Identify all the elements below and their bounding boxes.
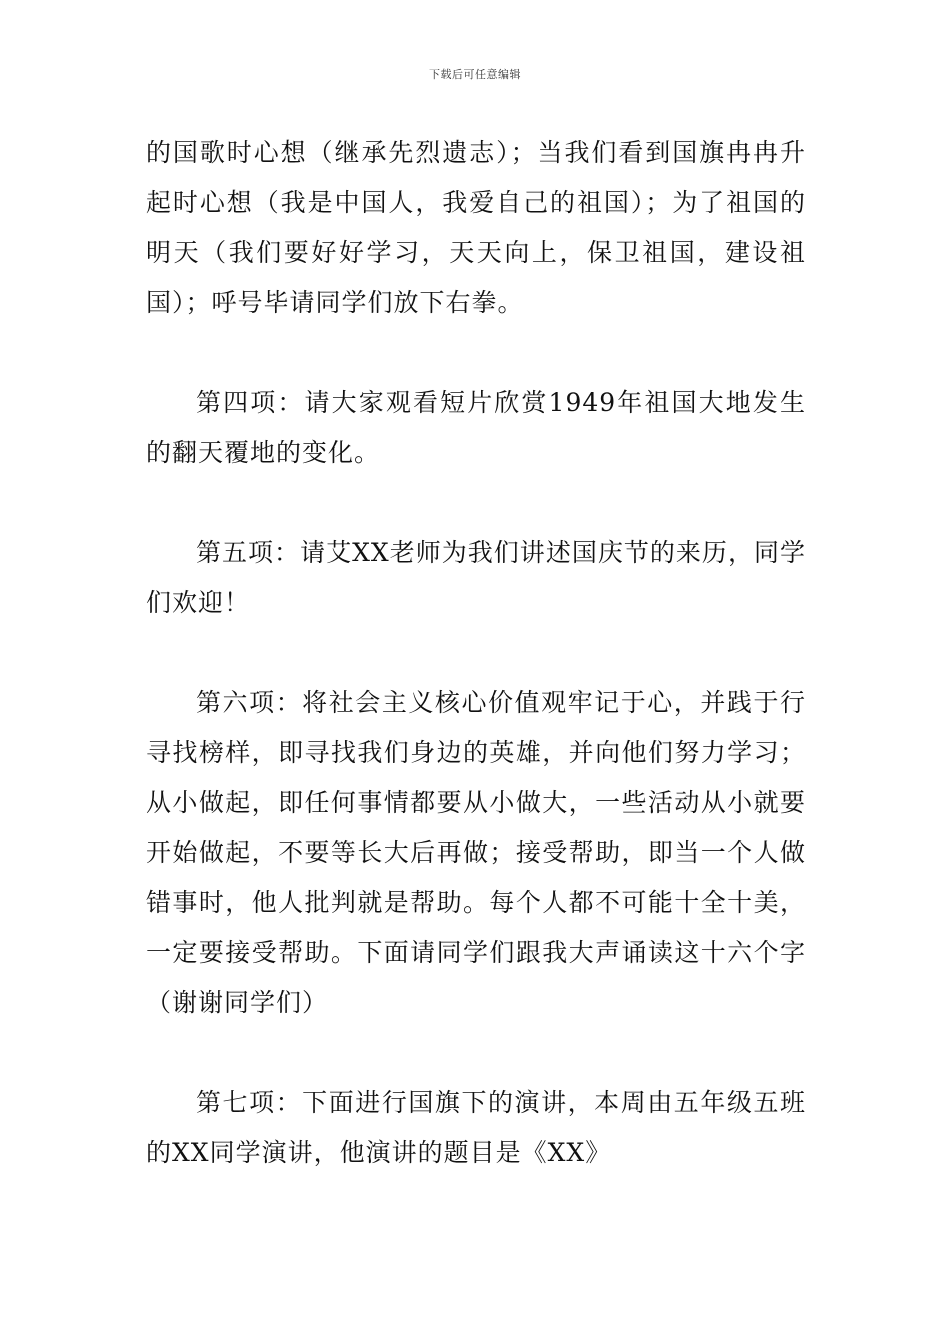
paragraph-item-6: 第六项：将社会主义核心价值观牢记于心，并践于行寻找榜样，即寻找我们身边的英雄，并向他们努力学习；从小做起，即任何事情都要从小做大，一些活动从小就要开始做起，不要等长大后再做；接受帮助，即当一个人做错事时，他人批判就是帮助。每个人都不可能十全十美，一定要接受帮助。下面请同学们跟我大声诵读这十六个字（谢谢同学们） (146, 688, 806, 1017)
paragraph-item-5: 第五项：请艾XX老师为我们讲述国庆节的来历，同学们欢迎！ (146, 538, 806, 617)
paragraph-continued: 的国歌时心想（继承先烈遗志）；当我们看到国旗冉冉升起时心想（我是中国人，我爱自己的祖国）；为了祖国的明天（我们要好好学习，天天向上，保卫祖国，建设祖国）；呼号毕请同学们放下右拳。 (146, 138, 806, 317)
paragraph-item-4: 第四项：请大家观看短片欣赏1949年祖国大地发生的翻天覆地的变化。 (146, 388, 806, 467)
paragraph-spacer (146, 478, 806, 528)
document-body (146, 128, 806, 1178)
paragraph-spacer (146, 1028, 806, 1078)
paragraph-spacer (146, 328, 806, 378)
paragraph-spacer (146, 628, 806, 678)
page-header-note: 下载后可任意编辑 (429, 68, 521, 81)
paragraph-item-7: 第七项：下面进行国旗下的演讲，本周由五年级五班的XX同学演讲，他演讲的题目是《XX》 (146, 1088, 806, 1167)
